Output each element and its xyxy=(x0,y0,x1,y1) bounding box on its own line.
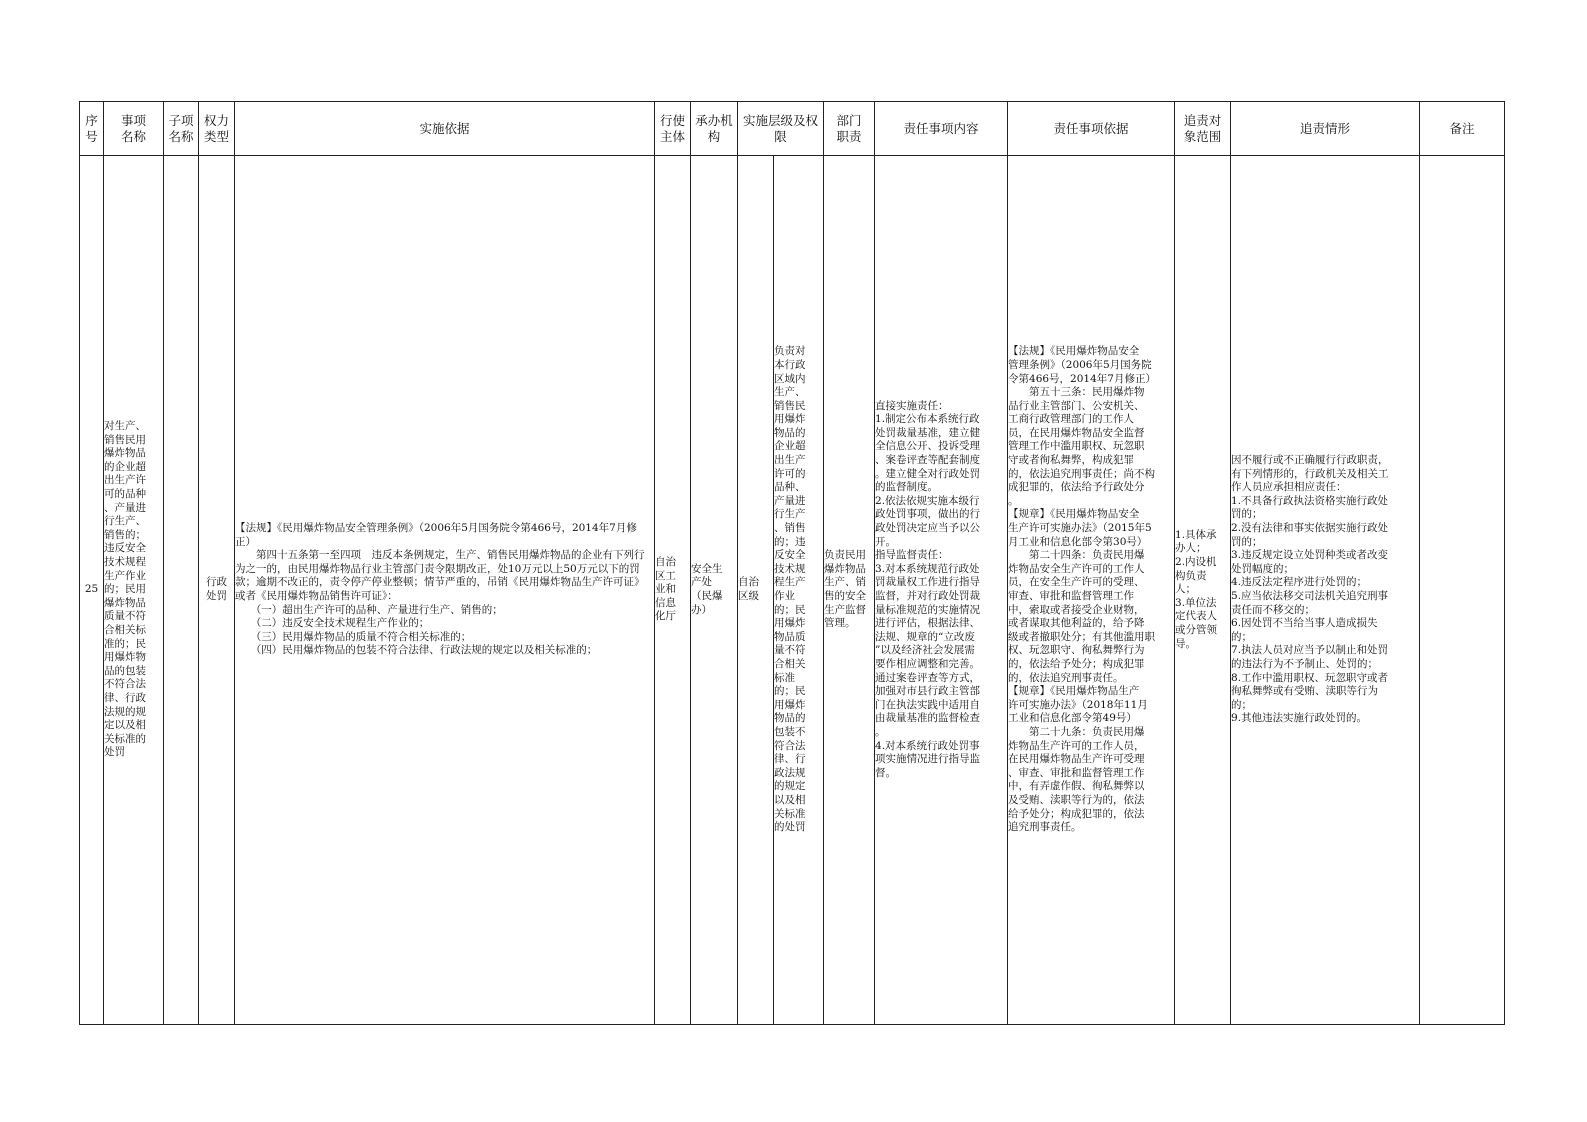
header-accountability-scope: 追责对 象范围 xyxy=(1175,102,1231,156)
header-power-type: 权力 类型 xyxy=(199,102,235,156)
power-list-table xyxy=(79,101,1505,1025)
header-resp-content: 责任事项内容 xyxy=(875,102,1008,156)
cell-sub-item xyxy=(164,156,199,1025)
header-item-name: 事项 名称 xyxy=(104,102,164,156)
cell-dept-duty: 负责民用 爆炸物品 生产、销 售的安全 生产监督 管理。 xyxy=(824,156,875,1025)
cell-level-a: 自治 区级 xyxy=(738,156,774,1025)
header-agency: 承办机 构 xyxy=(691,102,738,156)
header-dept-duty: 部门 职责 xyxy=(824,102,875,156)
header-row xyxy=(80,102,1505,156)
cell-accountability-scope: 1.具体承 办人； 2.内设机 构负责 人； 3.单位法 定代表人 或分管领 导。 xyxy=(1175,156,1231,1025)
table-row xyxy=(80,156,1505,1025)
cell-seq: 25 xyxy=(80,156,104,1025)
cell-subject: 自治 区工 业和 信息 化厅 xyxy=(655,156,691,1025)
cell-basis: 【法规】《民用爆炸物品安全管理条例》（2006年5月国务院令第466号，2014年7月修正） 第四十五条第一至四项 违反本条例规定，生产、销售民用爆炸物品的企业有下列行为之一的，由民用爆炸物品行业主管部门责令限期改正，处10万元以上50万元以下的罚款；逾期不改正的，责令停产停业整顿；情节严重的，吊销《民用爆炸物品生产许可证》或者《民用爆炸物品销售许可证》： （一）超出生产许可的品种、产量进行生产、销售的； （二）违反安全技术规程生产作业的； （三）民用爆炸物品的质量不符合相关标准的； （四）民用爆炸物品的包装不符合法律、行政法规的规定以及相关标准的； xyxy=(235,156,655,1025)
header-resp-basis: 责任事项依据 xyxy=(1008,102,1175,156)
cell-agency: 安全生 产处 （民爆 办） xyxy=(691,156,738,1025)
cell-accountability-cases: 因不履行或不正确履行行政职责， 有下列情形的，行政机关及相关工 作人员应承担相应责任： 1.不具备行政执法资格实施行政处 罚的； 2.没有法律和事实依据实施行政处 罚的； 3.违反规定设立处罚种类或者改变 处罚幅度的； 4.违反法定程序进行处罚的； 5.应当依法移交司法机关追究刑事 责任而不移交的； 6.因处罚不当给当事人造成损失 的； 7.执法人员对应当予以制止和处罚 的违法行为不予制止、处罚的； 8.工作中滥用职权、玩忽职守或者 徇私舞弊或有受贿、渎职等行为 的； 9.其他违法实施行政处罚的。 xyxy=(1231,156,1420,1025)
header-remarks: 备注 xyxy=(1420,102,1505,156)
cell-resp-basis: 【法规】《民用爆炸物品安全 管理条例》（2006年5月国务院 令第466号，2014年7月修正） 第五十三条：民用爆炸物 品行业主管部门、公安机关、 工商行政管理部门的工作人 员，在民用爆炸物品安全监督 管理工作中滥用职权、玩忽职 守或者徇私舞弊，构成犯罪 的，依法追究刑事责任；尚不构 成犯罪的，依法给予行政处分 。 【规章】《民用爆炸物品安全 生产许可实施办法》（2015年5 月工业和信息化部令第30号） 第二十四条：负责民用爆 炸物品安全生产许可的工作人 员，在安全生产许可的受理、 审查、审批和监督管理工作 中，索取或者接受企业财物， 或者谋取其他利益的，给予降 级或者撤职处分；有其他滥用职 权、玩忽职守、徇私舞弊行为 的，依法给予处分；构成犯罪 的，依法追究刑事责任。 【规章】《民用爆炸物品生产 许可实施办法》（2018年11月 工业和信息化部令第49号） 第二十九条：负责民用爆 炸物品生产许可的工作人员， 在民用爆炸物品生产许可受理 、审查、审批和监督管理工作 中，有弄虚作假、徇私舞弊以 及受贿、渎职等行为的，依法 给予处分；构成犯罪的，依法 追究刑事责任。 xyxy=(1008,156,1175,1025)
header-sub-item: 子项 名称 xyxy=(164,102,199,156)
cell-resp-content: 直接实施责任： 1.制定公布本系统行政 处罚裁量基准，建立健 全信息公开、投诉受理 、案卷评查等配套制度 。建立健全对行政处罚 的监督制度。 2.依法依规实施本级行 政处罚事项，做出的行 政处罚决定应当予以公 开。 指导监督责任： 3.对本系统规范行政处 罚裁量权工作进行指导 监督，并对行政处罚裁 量标准规范的实施情况 进行评估，根据法律、 法规、规章的“立改废 ”以及经济社会发展需 要作相应调整和完善。 通过案卷评查等方式， 加强对市县行政主管部 门在执法实践中适用自 由裁量基准的监督检查 。 4.对本系统行政处罚事 项实施情况进行指导监 督。 xyxy=(875,156,1008,1025)
cell-power-type: 行政 处罚 xyxy=(199,156,235,1025)
header-basis: 实施依据 xyxy=(235,102,655,156)
cell-level-b: 负责对 本行政 区域内 生产、 销售民 用爆炸 物品的 企业超 出生产 许可的 品种、 产量进 行生产 、销售 的；违 反安全 技术规 程生产 作业 的；民 用爆炸 物品质 量不符 合相关 标准 的；民 用爆炸 物品的 包装不 符合法 律、行 政法规 的规定 以及相 关标准 的处罚 xyxy=(774,156,824,1025)
header-accountability-cases: 追责情形 xyxy=(1231,102,1420,156)
header-subject: 行使 主体 xyxy=(655,102,691,156)
cell-item-name: 对生产、 销售民用 爆炸物品 的企业超 出生产许 可的品种 、产量进 行生产、 销售的； 违反安全 技术规程 生产作业 的；民用 爆炸物品 质量不符 合相关标 准的；民 用爆炸物 品的包装 不符合法 律、行政 法规的规 定以及相 关标准的 处罚 xyxy=(104,156,164,1025)
cell-remarks xyxy=(1420,156,1505,1025)
header-seq: 序 号 xyxy=(80,102,104,156)
header-level: 实施层级及权 限 xyxy=(738,102,824,156)
